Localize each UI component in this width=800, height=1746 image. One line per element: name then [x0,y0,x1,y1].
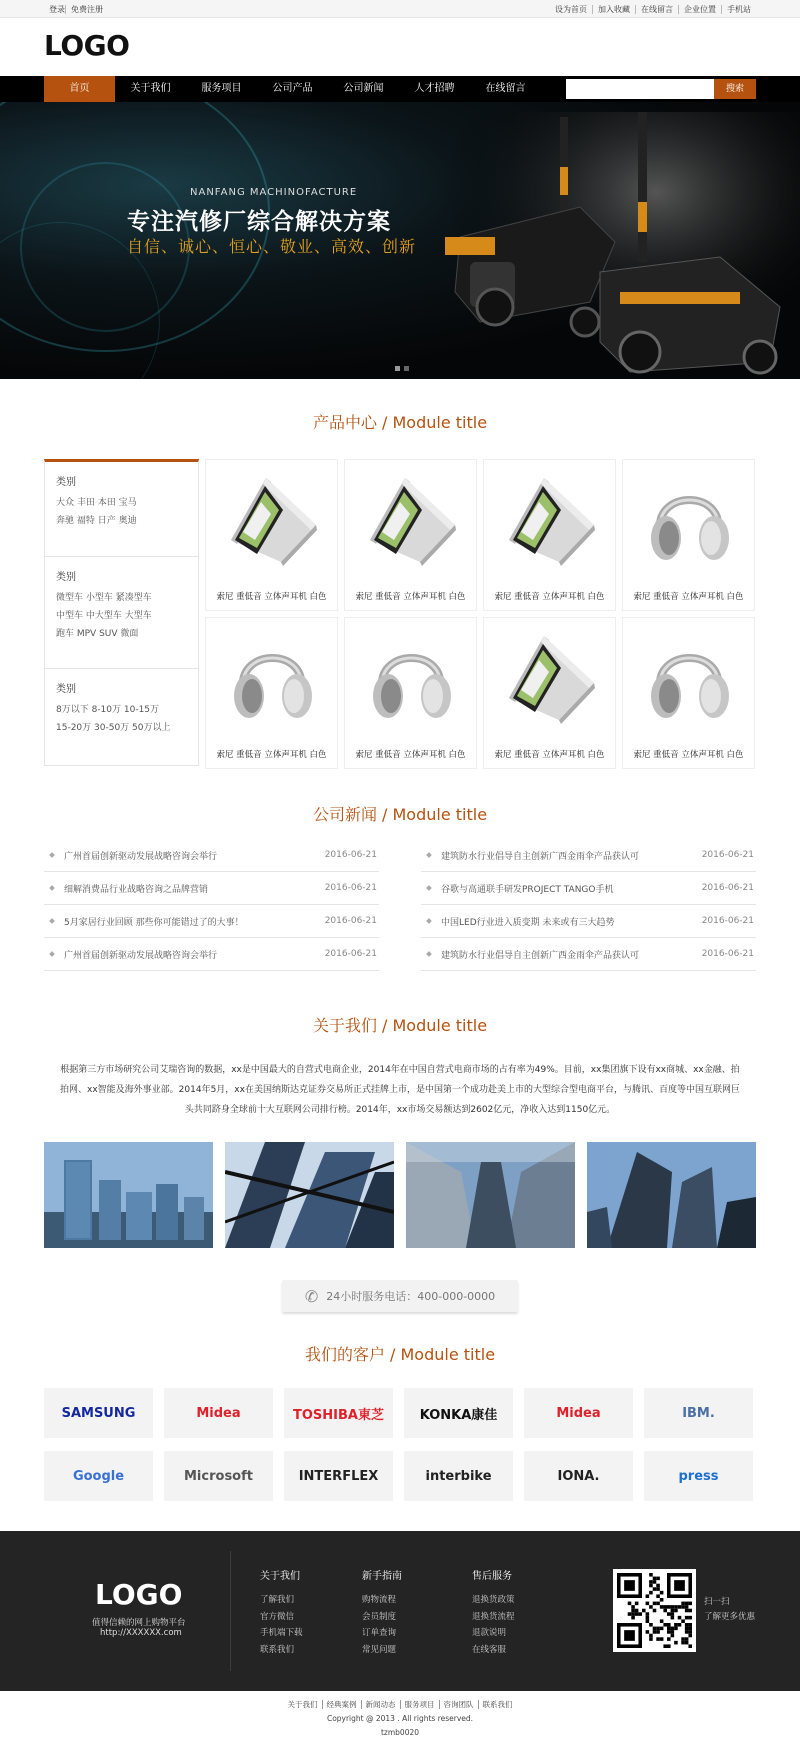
building-photo-4[interactable] [587,1142,756,1248]
laptop-icon [360,470,463,570]
about-line: 拍网、xx智能及海外事业部。2014年5月，xx在美国纳斯达克证券交易所正式挂牌上市，是中国第一个成功赴美上市的大型综合型电商平台，与腾讯、百度等中国互联网巨 [60,1085,740,1095]
footer-col-guide [362,1567,402,1658]
laptop-icon [221,470,324,570]
laptop-icon [499,470,602,570]
template-code: tzmb0020 [380,1728,420,1737]
news-item[interactable] [44,905,379,938]
news-item-title[interactable]: 细解消费品行业战略咨询之品牌营销 [64,884,209,895]
news-item-date: 2016-06-21 [324,916,377,926]
nav-services[interactable]: 服务项目 [201,83,242,94]
news-item-title[interactable]: 5月家居行业回顾 那些你可能错过了的大事！ [64,917,244,928]
bullet-icon [49,885,55,891]
category-sidebar [44,459,199,766]
clients-section [44,1312,756,1501]
client-logo[interactable]: IONA. [524,1451,633,1501]
phone-icon: ✆ [304,1286,319,1306]
news-column-right [421,839,756,971]
client-logo[interactable]: Microsoft [164,1451,273,1501]
footer-link[interactable]: 手机端下载 [260,1628,303,1638]
category-line[interactable]: 15-20万 30-50万 50万以上 [56,723,171,733]
client-logo[interactable]: TOSHIBA東芝 [284,1388,393,1438]
news-item-date: 2016-06-21 [701,916,754,926]
top-bar-right-links [550,5,756,14]
footer-col-aftersale [472,1567,515,1658]
footer-slogan: 值得信赖的网上购物平台 [92,1618,186,1628]
category-line[interactable]: 微型车 小型车 紧凑型车 [56,593,152,603]
headphones-icon [360,628,463,728]
service-phone[interactable] [282,1280,518,1312]
news-item[interactable] [44,938,379,971]
nav-jobs[interactable]: 人才招聘 [414,83,455,94]
products-section [44,379,756,769]
category-group-brand [45,462,198,557]
about-text [44,1060,756,1120]
client-logo[interactable]: interbike [404,1451,513,1501]
category-line[interactable]: 中型车 中大型车 大型车 [56,611,152,621]
qr-text-line: 扫一扫 [704,1597,730,1607]
news-item-title[interactable]: 中国LED行业进入质变期 未来或有三大趋势 [441,917,615,928]
product-card[interactable] [344,459,477,611]
slider-dot-1[interactable] [395,366,400,371]
top-bar-left-links [44,5,103,14]
banner-slogan: 自信、诚心、恒心、敬业、高效、创新 [127,237,417,256]
news-item-title[interactable]: 广州首届创新驱动发展战略咨询会举行 [64,950,218,961]
news-item[interactable] [44,839,379,872]
building-photo-3[interactable] [406,1142,575,1248]
news-item-date: 2016-06-21 [324,850,377,860]
news-lists [44,839,756,971]
news-item-title[interactable]: 建筑防水行业倡导自主创新广西金雨伞产品获认可 [441,851,640,862]
service-phone-text: 24小时服务电话：400-000-0000 [326,1290,496,1303]
client-logo[interactable]: SAMSUNG [44,1388,153,1438]
phone-wrap [44,1280,756,1312]
client-logo[interactable]: Midea [164,1388,273,1438]
bottom-link[interactable]: 新闻动态 [361,1700,400,1709]
news-item-date: 2016-06-21 [324,883,377,893]
qr-text-line: 了解更多优惠 [704,1612,756,1622]
product-grid [205,459,755,769]
footer-link[interactable]: 联系我们 [260,1644,295,1655]
login-link[interactable]: 登录 [49,4,65,14]
footer-link[interactable]: 在线客服 [472,1644,507,1655]
bottom-link[interactable]: 服务项目 [400,1700,439,1709]
search-form [566,79,756,99]
nav-news[interactable]: 公司新闻 [343,83,384,94]
footer-link[interactable]: 了解我们 [260,1595,295,1605]
about-section [44,971,756,1312]
banner-subtitle: NANFANG MACHINOFACTURE [190,187,358,198]
footer-link[interactable]: 官方微信 [260,1611,295,1622]
products-body [44,459,756,769]
news-item-date: 2016-06-21 [701,883,754,893]
nav-about[interactable]: 关于我们 [130,83,171,94]
product-name[interactable]: 索尼 重低音 立体声耳机 白色 [494,592,605,602]
category-group-price [45,669,198,737]
client-logo[interactable]: IBM. [644,1388,753,1438]
footer-url[interactable]: http://XXXXXX.com [100,1628,182,1638]
product-card[interactable] [622,617,755,769]
clients-title: 我们的客户 / Module title [304,1345,496,1364]
product-name[interactable]: 索尼 重低音 立体声耳机 白色 [355,592,466,602]
news-item-title[interactable]: 建筑防水行业倡导自主创新广西金雨伞产品获认可 [441,950,640,961]
footer-link[interactable]: 退款说明 [472,1628,507,1638]
building-photo-1[interactable] [44,1142,213,1248]
client-logo-grid [44,1388,756,1501]
bottom-link[interactable]: 经典案例 [322,1700,361,1709]
floor-jack-image [440,112,800,379]
product-name[interactable]: 索尼 重低音 立体声耳机 白色 [494,750,605,760]
footer-link[interactable]: 购物流程 [362,1595,397,1605]
bullet-icon [49,918,55,924]
product-card[interactable] [622,459,755,611]
register-link[interactable]: 免费注册 [65,5,103,14]
mobile-site-link[interactable]: 手机站 [721,5,756,14]
footer-link[interactable]: 会员制度 [362,1611,397,1622]
news-title: 公司新闻 / Module title [312,805,488,824]
footer-link[interactable]: 退换货流程 [472,1611,515,1622]
client-logo[interactable]: INTERFLEX [284,1451,393,1501]
category-line[interactable]: 大众 丰田 本田 宝马 [56,498,137,508]
copyright: Copyright @ 2013 . All rights reserved. [326,1714,474,1723]
about-title: 关于我们 / Module title [312,1016,488,1035]
hero-banner [0,102,800,379]
about-line: 头共同跻身全球前十大互联网公司排行榜。2014年，xx市场交易额达到2602亿元，净收入达到1150亿元。 [184,1105,616,1115]
site-logo[interactable]: LOGO [44,29,130,62]
product-card[interactable] [205,459,338,611]
product-name[interactable]: 索尼 重低音 立体声耳机 白色 [355,750,466,760]
bottom-link[interactable]: 联系我们 [478,1700,517,1709]
category-heading: 类别 [56,684,76,695]
category-group-type [45,557,198,669]
bottom-links [0,1698,800,1712]
client-logo[interactable]: press [644,1451,753,1501]
bottom-bar [0,1691,800,1740]
set-homepage-link[interactable]: 设为首页 [555,4,587,14]
news-item-date: 2016-06-21 [701,949,754,959]
qr-code [613,1569,696,1652]
news-item[interactable] [421,872,756,905]
footer-logo[interactable]: LOGO [95,1578,183,1611]
news-item-date: 2016-06-21 [701,850,754,860]
top-bar [0,0,800,18]
building-photo-2[interactable] [225,1142,394,1248]
product-name[interactable]: 索尼 重低音 立体声耳机 白色 [216,592,327,602]
category-line[interactable]: 奔驰 福特 日产 奥迪 [56,516,137,526]
headphones-icon [221,628,324,728]
footer-col-heading: 关于我们 [260,1571,300,1582]
qr-text [704,1595,755,1625]
nav-home[interactable]: 首页 [44,76,115,102]
slider-dot-2[interactable] [404,366,409,371]
company-location-link[interactable]: 企业位置 [678,5,721,14]
bullet-icon [426,885,432,891]
bullet-icon [426,951,432,957]
add-favorite-link[interactable]: 加入收藏 [592,5,635,14]
about-photos [44,1142,756,1248]
slider-dots [395,366,409,371]
footer-divider [230,1551,231,1671]
news-item[interactable] [421,905,756,938]
news-item[interactable] [421,938,756,971]
footer-col-heading: 新手指南 [362,1571,402,1582]
bullet-icon [49,852,55,858]
client-logo[interactable]: Midea [524,1388,633,1438]
product-name[interactable]: 索尼 重低音 立体声耳机 白色 [633,750,744,760]
search-input[interactable] [566,79,714,99]
category-line[interactable]: 跑车 MPV SUV 微面 [56,629,139,639]
bullet-icon [426,852,432,858]
product-name[interactable]: 索尼 重低音 立体声耳机 白色 [633,592,744,602]
main-nav [0,76,800,102]
bullet-icon [49,951,55,957]
header [0,18,800,76]
footer-col-heading: 售后服务 [472,1571,512,1582]
product-card[interactable] [483,617,616,769]
news-column-left [44,839,379,971]
footer-link[interactable]: 常见问题 [362,1644,397,1655]
category-heading: 类别 [56,477,76,488]
news-item-title[interactable]: 广州首届创新驱动发展战略咨询会举行 [64,851,218,862]
client-logo[interactable]: Google [44,1451,153,1501]
footer [0,1531,800,1691]
about-line: 根据第三方市场研究公司艾瑞咨询的数据，xx是中国最大的自营式电商企业，2014年在中国自营式电商市场的占有率为49%。目前，xx集团旗下设有xx商城、xx金融、拍 [60,1065,740,1075]
news-section [44,769,756,971]
online-message-link[interactable]: 在线留言 [635,5,678,14]
headphones-icon [638,628,741,728]
products-title: 产品中心 / Module title [312,413,488,432]
news-item-title[interactable]: 谷歌与高通联手研发PROJECT TANGO手机 [441,884,614,895]
client-logo[interactable]: KONKA康佳 [404,1388,513,1438]
headphones-icon [638,470,741,570]
news-item[interactable] [44,872,379,905]
product-card[interactable] [205,617,338,769]
search-button[interactable]: 搜索 [714,79,756,99]
product-name[interactable]: 索尼 重低音 立体声耳机 白色 [216,750,327,760]
bottom-link[interactable]: 关于我们 [287,1700,318,1709]
footer-link[interactable]: 订单查询 [362,1628,397,1638]
footer-col-about [260,1567,303,1658]
news-item[interactable] [421,839,756,872]
qr-code-icon [617,1573,692,1648]
footer-link[interactable]: 退换货政策 [472,1595,515,1605]
nav-products[interactable]: 公司产品 [272,83,313,94]
category-line[interactable]: 8万以下 8-10万 10-15万 [56,705,160,715]
product-card[interactable] [344,617,477,769]
product-card[interactable] [483,459,616,611]
laptop-icon [499,628,602,728]
nav-message[interactable]: 在线留言 [485,83,526,94]
news-item-date: 2016-06-21 [324,949,377,959]
category-heading: 类别 [56,572,76,583]
bullet-icon [426,918,432,924]
bottom-link[interactable]: 咨询团队 [439,1700,478,1709]
banner-title: 专注汽修厂综合解决方案 [127,209,391,235]
